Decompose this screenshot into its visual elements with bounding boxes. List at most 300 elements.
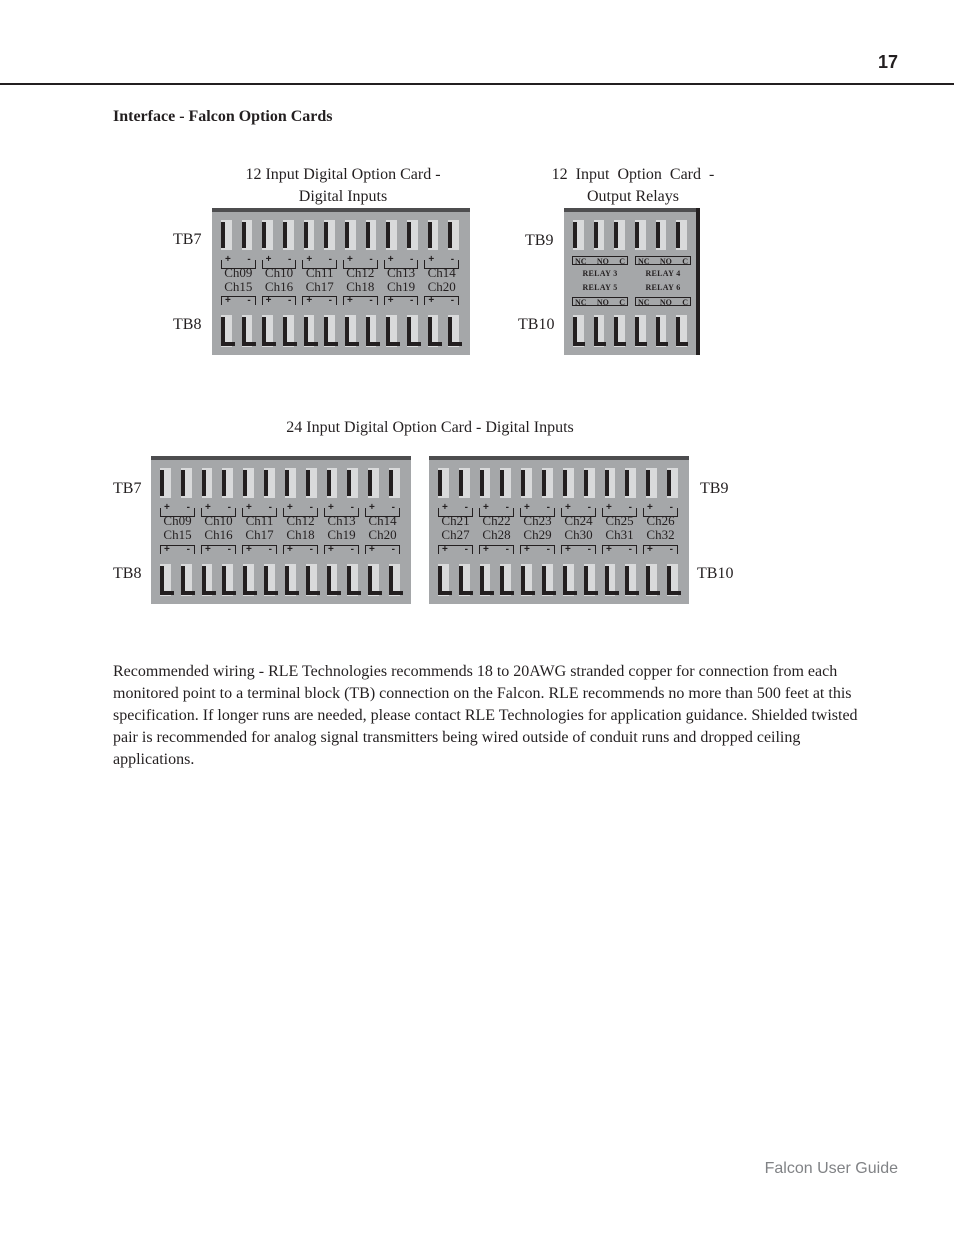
plus-sign: +: [524, 502, 530, 513]
channel-column: [435, 514, 476, 542]
channel-label: Ch31: [605, 527, 634, 542]
terminal-slot: [516, 466, 537, 504]
terminal-slot: [516, 560, 537, 598]
terminal-screw-foot: [542, 591, 556, 595]
terminal-slot: [579, 560, 600, 598]
relay-terminal-slot: [589, 311, 610, 349]
terminal-row-bottom: [433, 560, 683, 598]
plus-sign: +: [428, 254, 435, 265]
plus-sign: +: [225, 295, 231, 306]
polarity-box: [520, 545, 555, 554]
terminal-slot: [301, 560, 322, 598]
channel-label: Ch32: [646, 527, 675, 542]
relay-terminal-slot: [568, 311, 589, 349]
polarity-box: [365, 545, 400, 554]
terminal-slot: [579, 466, 600, 504]
polarity-strip-bottom: [157, 545, 403, 555]
terminal-screw-foot: [264, 591, 278, 595]
minus-sign: -: [546, 544, 550, 555]
terminal-screw-foot: [389, 591, 403, 595]
terminal-slot: [237, 218, 258, 256]
channel-column: [280, 514, 321, 542]
channel-label: Ch21: [441, 513, 470, 528]
relay-label: RELAY 4: [645, 269, 681, 278]
terminal-screw-foot: [480, 591, 494, 595]
relay-terminal-slot: [609, 311, 630, 349]
terminal-slot: [620, 560, 641, 598]
minus-sign: -: [186, 502, 190, 513]
channel-column: [198, 514, 239, 542]
terminal-slot: [319, 311, 340, 349]
terminal-screw-foot: [181, 591, 195, 595]
terminal-screw: [584, 470, 588, 496]
channel-column: [157, 514, 198, 542]
minus-sign: -: [669, 502, 673, 513]
channel-label: Ch17: [245, 527, 274, 542]
no-label: NO: [659, 257, 672, 266]
terminal-screw-foot: [428, 342, 442, 346]
terminal-slot: [537, 466, 558, 504]
terminal-screw: [625, 470, 629, 496]
terminal-slot: [280, 466, 301, 504]
terminal-screw: [304, 222, 308, 248]
channel-label: Ch26: [646, 513, 675, 528]
terminal-screw: [347, 470, 351, 496]
relay-label: RELAY 5: [582, 283, 618, 292]
terminal-screw-foot: [366, 342, 380, 346]
terminal-screw-foot: [202, 591, 216, 595]
terminal-slot: [433, 560, 454, 598]
terminal-slot: [301, 466, 322, 504]
terminal-screw-foot: [347, 591, 361, 595]
minus-sign: -: [227, 502, 231, 513]
relay-terminal-slot: [671, 311, 692, 349]
minus-sign: -: [268, 502, 272, 513]
terminal-slot: [237, 311, 258, 349]
nc-label: NC: [638, 298, 650, 307]
polarity-box: [438, 545, 473, 554]
minus-sign: -: [328, 295, 333, 306]
terminal-slot: [299, 218, 320, 256]
terminal-screw-foot: [676, 342, 688, 346]
card12-tb7-label: TB7: [173, 231, 202, 248]
terminal-slot: [257, 311, 278, 349]
channel-column: [299, 266, 340, 294]
terminal-screw: [242, 222, 246, 248]
card24-left-diagram: [151, 456, 411, 604]
channel-column: [476, 514, 517, 542]
terminal-screw-foot: [667, 591, 681, 595]
terminal-screw: [594, 222, 598, 248]
terminal-slot: [443, 218, 464, 256]
c-label: C: [619, 298, 625, 307]
terminal-slot: [381, 311, 402, 349]
terminal-screw: [386, 222, 390, 248]
minus-sign: -: [587, 544, 591, 555]
terminal-slot: [340, 218, 361, 256]
channel-label: Ch15: [224, 279, 253, 294]
channel-label: Ch19: [386, 279, 416, 294]
channel-column: [421, 266, 462, 294]
terminal-screw-foot: [635, 342, 647, 346]
polarity-box: [201, 545, 236, 554]
minus-sign: -: [309, 502, 313, 513]
channel-label: Ch24: [564, 513, 593, 528]
minus-sign: -: [247, 254, 251, 265]
plus-sign: +: [347, 254, 353, 265]
terminal-row-bottom: [155, 560, 405, 598]
terminal-slot: [342, 560, 363, 598]
terminal-screw: [656, 222, 660, 248]
terminal-slot: [176, 560, 197, 598]
minus-sign: -: [410, 295, 414, 306]
terminal-slot: [600, 560, 621, 598]
channel-label: Ch09: [163, 513, 192, 528]
terminal-slot: [238, 560, 259, 598]
plus-sign: +: [565, 502, 571, 513]
terminal-slot: [600, 466, 621, 504]
channel-labels: [157, 514, 403, 542]
terminal-screw: [438, 470, 442, 496]
minus-sign: -: [410, 254, 414, 265]
terminal-screw: [283, 222, 287, 248]
plus-sign: +: [246, 502, 252, 513]
plus-sign: +: [565, 544, 571, 555]
terminal-screw-foot: [605, 591, 619, 595]
relay-terminal-slot: [671, 218, 692, 256]
terminal-screw: [222, 470, 226, 496]
terminal-slot: [384, 466, 405, 504]
terminal-slot: [361, 311, 382, 349]
terminal-slot: [340, 311, 361, 349]
terminal-screw-foot: [221, 342, 235, 346]
terminal-row-bottom: [216, 311, 464, 349]
terminal-slot: [662, 466, 683, 504]
channel-label: Ch16: [204, 527, 233, 542]
terminal-screw-foot: [243, 591, 257, 595]
polarity-box: [242, 545, 277, 554]
plus-sign: +: [306, 254, 313, 265]
relay-terminal-slot: [651, 311, 672, 349]
plus-sign: +: [647, 544, 653, 555]
no-label: NO: [596, 298, 609, 307]
polarity-box: [221, 296, 256, 305]
terminal-slot: [402, 311, 423, 349]
terminal-screw-foot: [459, 591, 473, 595]
plus-sign: +: [387, 254, 394, 265]
terminal-slot: [319, 218, 340, 256]
terminal-screw-foot: [304, 342, 318, 346]
plus-sign: +: [287, 544, 293, 555]
plus-sign: +: [306, 295, 313, 306]
relay-terminal-legend-bottom: [572, 297, 628, 306]
plus-sign: +: [369, 544, 375, 555]
channel-label: Ch23: [523, 513, 552, 528]
minus-sign: -: [464, 502, 468, 513]
terminal-screw: [285, 470, 289, 496]
terminal-screw: [635, 222, 639, 248]
channel-label: Ch17: [305, 279, 334, 294]
terminal-screw-foot: [345, 342, 359, 346]
terminal-screw-foot: [386, 342, 400, 346]
minus-sign: -: [288, 295, 292, 306]
minus-sign: -: [247, 295, 251, 306]
channel-column: [218, 266, 259, 294]
terminal-screw: [459, 470, 463, 496]
relay-label: RELAY 3: [582, 269, 618, 278]
card24-tb9-label: TB9: [700, 480, 729, 497]
minus-sign: -: [369, 254, 373, 265]
polarity-box: [643, 545, 678, 554]
terminal-screw: [500, 470, 504, 496]
plus-sign: +: [442, 544, 448, 555]
relay-card-tb9-label: TB9: [525, 232, 554, 249]
channel-labels: [435, 514, 681, 542]
minus-sign: -: [391, 544, 395, 555]
channel-label: Ch18: [286, 527, 315, 542]
terminal-slot: [363, 560, 384, 598]
terminal-screw: [389, 470, 393, 496]
plus-sign: +: [483, 502, 489, 513]
relay-terminal-legend-bottom: [635, 297, 691, 306]
terminal-screw-foot: [584, 591, 598, 595]
channel-label: Ch14: [427, 265, 456, 280]
terminal-slot: [454, 466, 475, 504]
section-title: Interface - Falcon Option Cards: [113, 108, 333, 125]
terminal-slot: [278, 311, 299, 349]
card12-caption-line2: Digital Inputs: [298, 188, 388, 205]
terminal-slot: [433, 466, 454, 504]
channel-label: Ch22: [482, 513, 511, 528]
terminal-screw-foot: [448, 342, 462, 346]
minus-sign: -: [268, 544, 272, 555]
channel-label: Ch10: [264, 265, 294, 280]
channel-column: [640, 514, 681, 542]
plus-sign: +: [606, 502, 612, 513]
terminal-slot: [662, 560, 683, 598]
relay-terminal-slot: [651, 218, 672, 256]
nc-label: NC: [638, 257, 650, 266]
terminal-screw: [614, 222, 618, 248]
minus-sign: -: [628, 544, 632, 555]
terminal-screw-foot: [563, 591, 577, 595]
terminal-slot: [641, 560, 662, 598]
plus-sign: +: [606, 544, 612, 555]
terminal-screw: [264, 470, 268, 496]
channel-label: Ch18: [346, 279, 375, 294]
terminal-screw-foot: [222, 591, 236, 595]
c-label: C: [682, 298, 688, 307]
terminal-slot: [423, 218, 444, 256]
channel-label: Ch19: [327, 527, 356, 542]
plus-sign: +: [265, 295, 272, 306]
relay-card-caption-line2: Output Relays: [587, 188, 679, 205]
minus-sign: -: [450, 295, 455, 306]
minus-sign: -: [328, 254, 333, 265]
channel-label: Ch10: [204, 513, 233, 528]
channel-label: Ch16: [264, 279, 294, 294]
terminal-slot: [443, 311, 464, 349]
plus-sign: +: [265, 254, 272, 265]
terminal-slot: [217, 560, 238, 598]
channel-column: [599, 514, 640, 542]
terminal-screw: [573, 222, 577, 248]
terminal-screw: [605, 470, 609, 496]
channel-column: [362, 514, 403, 542]
channel-label: Ch11: [305, 265, 334, 280]
channel-label: Ch13: [327, 513, 356, 528]
wiring-paragraph: Recommended wiring - RLE Technologies recommends 18 to 20AWG stranded copper for connection from each monitored point to a terminal block (TB) connection on the Falcon. RLE recommends no more than 500 feet at this specification. If longer runs are needed, please contact RLE Technologies for application guidance. Shielded twisted pair is recommended for analog signal transmitters being wired outside of conduit runs and dropped ceiling applications.: [113, 663, 858, 768]
terminal-row-top: [155, 466, 405, 504]
card24-right-diagram: [429, 456, 689, 604]
plus-sign: +: [328, 502, 334, 513]
minus-sign: -: [546, 502, 550, 513]
terminal-slot: [495, 466, 516, 504]
terminal-screw: [160, 470, 164, 496]
minus-sign: -: [450, 254, 455, 265]
terminal-slot: [280, 560, 301, 598]
terminal-slot: [299, 311, 320, 349]
polarity-box: [424, 296, 459, 305]
polarity-strip-bottom: [435, 545, 681, 555]
terminal-slot: [363, 466, 384, 504]
polarity-box: [384, 296, 419, 305]
terminal-screw: [676, 222, 680, 248]
plus-sign: +: [225, 254, 231, 265]
terminal-screw-foot: [625, 591, 639, 595]
channel-label: Ch15: [163, 527, 192, 542]
c-label: C: [619, 257, 625, 266]
minus-sign: -: [350, 502, 354, 513]
channel-label: Ch09: [224, 265, 253, 280]
plus-sign: +: [205, 502, 211, 513]
terminal-screw-foot: [614, 342, 626, 346]
card12-tb8-label: TB8: [173, 316, 202, 333]
terminal-screw-foot: [160, 591, 174, 595]
channel-column: [517, 514, 558, 542]
card-top-edge: [429, 456, 689, 460]
plus-sign: +: [347, 295, 353, 306]
terminal-slot: [216, 218, 237, 256]
channel-label: Ch12: [286, 513, 315, 528]
minus-sign: -: [628, 502, 632, 513]
card24-tb7-label: TB7: [113, 480, 142, 497]
card12-caption-line1: 12 Input Digital Option Card -: [245, 166, 441, 183]
relay-card-tb10-label: TB10: [518, 316, 555, 333]
terminal-screw-foot: [262, 342, 276, 346]
terminal-slot: [384, 560, 405, 598]
relay-terminal-legend-top: [635, 256, 691, 265]
terminal-slot: [322, 466, 343, 504]
minus-sign: -: [505, 502, 509, 513]
terminal-screw: [324, 222, 328, 248]
terminal-screw-foot: [242, 342, 256, 346]
terminal-slot: [257, 218, 278, 256]
channel-label: Ch13: [386, 265, 416, 280]
channel-label: Ch20: [368, 527, 397, 542]
channel-label: Ch11: [245, 513, 274, 528]
relay-terminal-slot: [589, 218, 610, 256]
terminal-slot: [537, 560, 558, 598]
plus-sign: +: [483, 544, 489, 555]
terminal-screw: [366, 222, 370, 248]
terminal-screw: [480, 470, 484, 496]
polarity-box: [479, 545, 514, 554]
terminal-slot: [558, 560, 579, 598]
terminal-screw: [368, 470, 372, 496]
terminal-row-top: [433, 466, 683, 504]
minus-sign: -: [505, 544, 509, 555]
terminal-slot: [238, 466, 259, 504]
terminal-screw: [407, 222, 411, 248]
terminal-screw-foot: [594, 342, 606, 346]
channel-column: [381, 266, 422, 294]
terminal-screw: [202, 470, 206, 496]
card24-caption: 24 Input Digital Option Card - Digital Inputs: [286, 419, 574, 436]
terminal-slot: [475, 466, 496, 504]
minus-sign: -: [669, 544, 673, 555]
terminal-screw: [327, 470, 331, 496]
terminal-slot: [361, 218, 382, 256]
plus-sign: +: [369, 502, 375, 513]
terminal-slot: [176, 466, 197, 504]
minus-sign: -: [391, 502, 395, 513]
plus-sign: +: [328, 544, 334, 555]
terminal-slot: [495, 560, 516, 598]
card12-caption: [213, 164, 473, 208]
polarity-box: [343, 296, 378, 305]
minus-sign: -: [587, 502, 591, 513]
plus-sign: +: [246, 544, 252, 555]
channel-column: [340, 266, 381, 294]
terminal-slot: [342, 466, 363, 504]
minus-sign: -: [186, 544, 190, 555]
plus-sign: +: [524, 544, 530, 555]
plus-sign: +: [647, 502, 653, 513]
relay-terminal-row-top: [568, 218, 692, 256]
terminal-screw-foot: [438, 591, 452, 595]
terminal-slot: [197, 560, 218, 598]
terminal-screw: [563, 470, 567, 496]
polarity-box: [302, 296, 337, 305]
terminal-slot: [620, 466, 641, 504]
terminal-screw-foot: [500, 591, 514, 595]
card24-tb8-label: TB8: [113, 565, 142, 582]
card-top-edge: [212, 208, 470, 212]
terminal-screw-foot: [573, 342, 585, 346]
c-label: C: [682, 257, 688, 266]
relay-terminal-row-bottom: [568, 311, 692, 349]
minus-sign: -: [350, 544, 354, 555]
nc-label: NC: [575, 257, 587, 266]
relay-label: RELAY 6: [645, 283, 681, 292]
terminal-slot: [278, 218, 299, 256]
channel-column: [321, 514, 362, 542]
minus-sign: -: [309, 544, 313, 555]
minus-sign: -: [369, 295, 373, 306]
plus-sign: +: [164, 544, 170, 555]
terminal-screw: [521, 470, 525, 496]
terminal-slot: [558, 466, 579, 504]
terminal-slot: [216, 311, 237, 349]
terminal-screw-foot: [656, 342, 668, 346]
channel-column: [558, 514, 599, 542]
terminal-slot: [322, 560, 343, 598]
terminal-slot: [402, 218, 423, 256]
polarity-box: [262, 296, 297, 305]
channel-label: Ch27: [441, 527, 470, 542]
terminal-slot: [259, 466, 280, 504]
